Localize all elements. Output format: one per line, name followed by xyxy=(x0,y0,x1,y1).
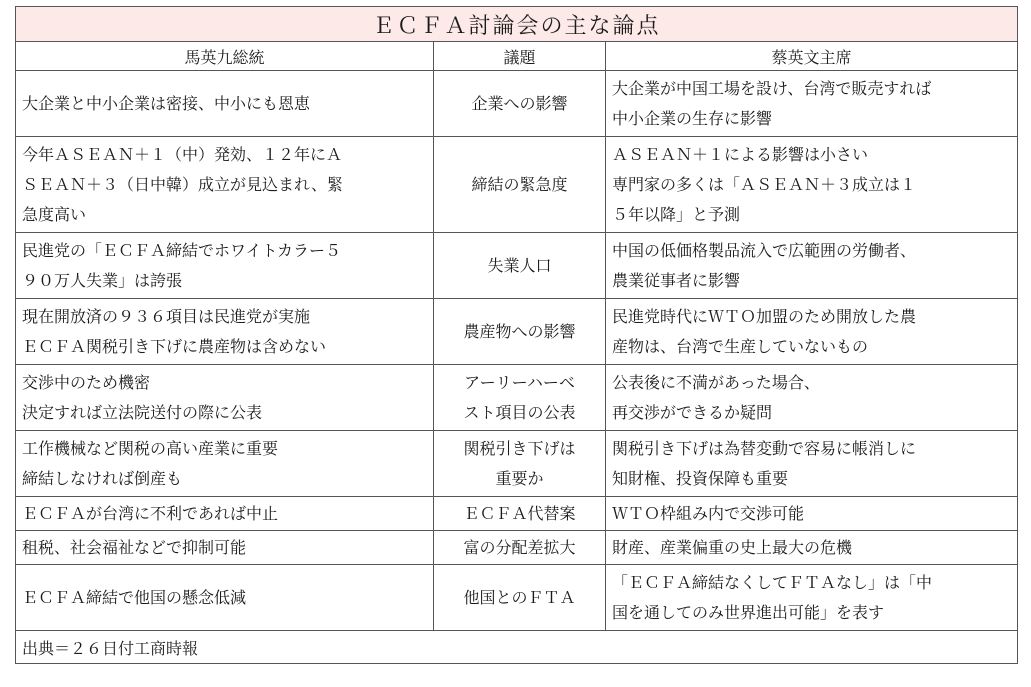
table-row xyxy=(16,565,1018,631)
topic-cell: 失業人口 xyxy=(434,233,606,299)
tsai-cell: 大企業が中国工場を設け、台湾で販売すれば 中小企業の生存に影響 xyxy=(606,71,1018,137)
title-row xyxy=(16,7,1018,42)
table-row xyxy=(16,71,1018,137)
table-row xyxy=(16,137,1018,233)
ma-cell: 民進党の「ＥＣＦＡ締結でホワイトカラー５ ９０万人失業」は誇張 xyxy=(16,233,434,299)
ma-cell: 現在開放済の９３６項目は民進党が実施 ＥＣＦＡ関税引き下げに農産物は含めない xyxy=(16,299,434,365)
table-row xyxy=(16,233,1018,299)
source-row xyxy=(16,631,1018,664)
topic-cell: ＥＣＦＡ代替案 xyxy=(434,497,606,531)
header-row xyxy=(16,42,1018,71)
table-row xyxy=(16,497,1018,531)
topic-cell: 関税引き下げは 重要か xyxy=(434,431,606,497)
topic-cell: 他国とのＦＴＡ xyxy=(434,565,606,631)
ma-cell: 大企業と中小企業は密接、中小にも恩恵 xyxy=(16,71,434,137)
header-topic: 議題 xyxy=(434,42,606,71)
table-row xyxy=(16,299,1018,365)
ma-cell: 交渉中のため機密 決定すれば立法院送付の際に公表 xyxy=(16,365,434,431)
ma-cell: ＥＣＦＡ締結で他国の懸念低減 xyxy=(16,565,434,631)
tsai-cell: 「ＥＣＦＡ締結なくしてＦＴＡなし」は「中 国を通してのみ世界進出可能」を表す xyxy=(606,565,1018,631)
ecfa-debate-table xyxy=(15,6,1018,664)
tsai-cell: 民進党時代にＷＴＯ加盟のため開放した農 産物は、台湾で生産していないもの xyxy=(606,299,1018,365)
table-row xyxy=(16,365,1018,431)
ma-cell: ＥＣＦＡが台湾に不利であれば中止 xyxy=(16,497,434,531)
topic-cell: 締結の緊急度 xyxy=(434,137,606,233)
ma-cell: 工作機械など関税の高い産業に重要 締結しなければ倒産も xyxy=(16,431,434,497)
topic-cell: 農産物への影響 xyxy=(434,299,606,365)
tsai-cell: 公表後に不満があった場合、 再交渉ができるか疑問 xyxy=(606,365,1018,431)
topic-cell: 富の分配差拡大 xyxy=(434,531,606,565)
table-row xyxy=(16,531,1018,565)
topic-cell: 企業への影響 xyxy=(434,71,606,137)
topic-cell: アーリーハーベ スト項目の公表 xyxy=(434,365,606,431)
table-title: ＥＣＦＡ討論会の主な論点 xyxy=(16,7,1018,42)
table-row xyxy=(16,431,1018,497)
tsai-cell: ＷＴＯ枠組み内で交渉可能 xyxy=(606,497,1018,531)
ecfa-table-container xyxy=(15,6,1017,664)
ma-cell: 今年ＡＳＥＡＮ＋１（中）発効、１２年にＡ ＳＥＡＮ＋３（日中韓）成立が見込まれ、緊 急度高い xyxy=(16,137,434,233)
header-ma: 馬英九総統 xyxy=(16,42,434,71)
source-note: 出典＝２６日付工商時報 xyxy=(16,631,1018,664)
tsai-cell: 財産、産業偏重の史上最大の危機 xyxy=(606,531,1018,565)
header-tsai: 蔡英文主席 xyxy=(606,42,1018,71)
tsai-cell: ＡＳＥＡＮ＋１による影響は小さい 専門家の多くは「ＡＳＥＡＮ＋３成立は１ ５年以降」と予測 xyxy=(606,137,1018,233)
tsai-cell: 中国の低価格製品流入で広範囲の労働者、 農業従事者に影響 xyxy=(606,233,1018,299)
ma-cell: 租税、社会福祉などで抑制可能 xyxy=(16,531,434,565)
tsai-cell: 関税引き下げは為替変動で容易に帳消しに 知財権、投資保障も重要 xyxy=(606,431,1018,497)
